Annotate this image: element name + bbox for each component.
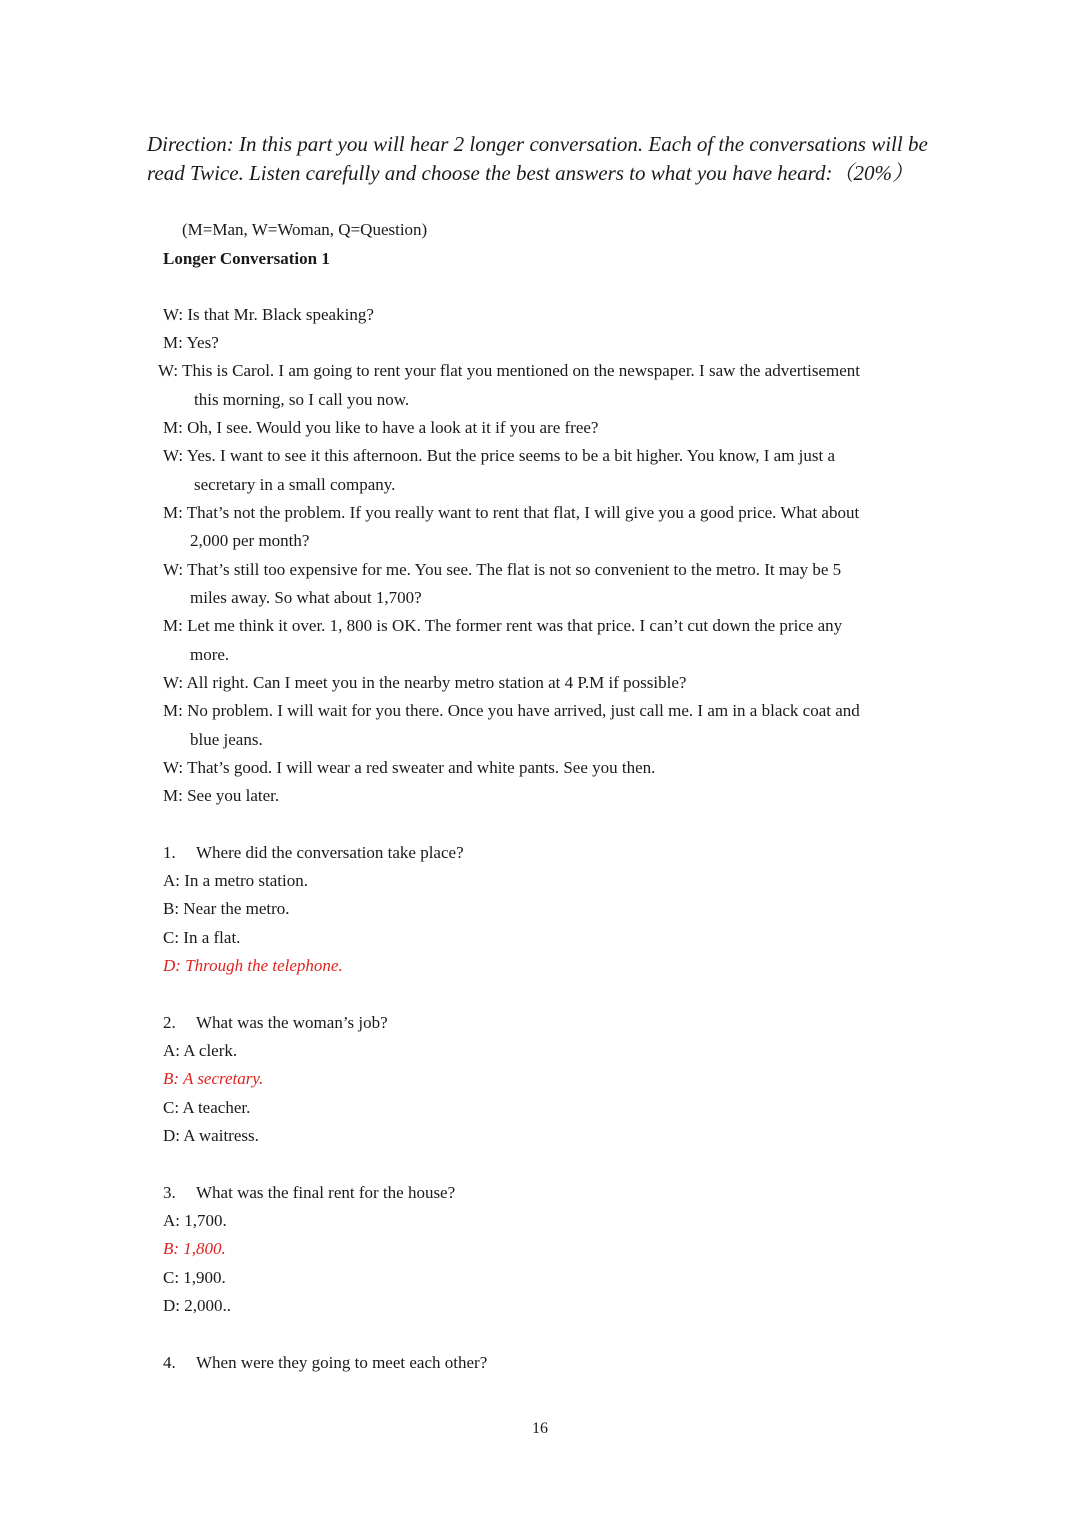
dialogue-line: M: Let me think it over. 1, 800 is OK. The former rent was that price. I can’t cut down the price any (163, 616, 843, 635)
dialogue-line: W: That’s good. I will wear a red sweater and white pants. See you then. (163, 758, 656, 777)
option: B: Near the metro. (163, 899, 290, 918)
dialogue-line-continuation: this morning, so I call you now. (194, 390, 410, 409)
question-3 (163, 1183, 455, 1203)
dialogue-line: M: No problem. I will wait for you there. Once you have arrived, just call me. I am in a black coat and (163, 701, 860, 720)
question-number: 3. (163, 1183, 176, 1202)
dialogue-line: M: Yes? (163, 333, 219, 352)
option: C: In a flat. (163, 928, 241, 947)
option: D: A waitress. (163, 1126, 259, 1145)
question-number: 1. (163, 843, 176, 862)
option: C: A teacher. (163, 1098, 251, 1117)
page-number: 16 (532, 1420, 548, 1437)
dialogue-line-continuation: more. (190, 645, 230, 664)
dialogue-line-continuation: blue jeans. (190, 730, 263, 749)
question-4 (163, 1353, 487, 1373)
question-2 (163, 1013, 388, 1033)
correct-answer-option: B: 1,800. (163, 1239, 226, 1258)
dialogue-line-continuation: secretary in a small company. (194, 475, 396, 494)
dialogue-line-continuation: miles away. So what about 1,700? (190, 588, 422, 607)
question-text: What was the final rent for the house? (196, 1183, 456, 1202)
question-text: When were they going to meet each other? (196, 1353, 488, 1372)
direction-text: Direction: In this part you will hear 2 longer conversation. Each of the conversations will be read Twice. Listen carefully and choose the best answers to what you have heard:（20%） (147, 132, 928, 185)
dialogue-line: W: Is that Mr. Black speaking? (163, 305, 374, 324)
dialogue-line: W: This is Carol. I am going to rent your flat you mentioned on the newspaper. I saw the advertisement (158, 361, 861, 380)
dialogue-line: W: That’s still too expensive for me. You see. The flat is not so convenient to the metro. It may be 5 (163, 560, 842, 579)
dialogue-line: W: Yes. I want to see it this afternoon. But the price seems to be a bit higher. You know, I am just a (163, 446, 836, 465)
option: A: A clerk. (163, 1041, 238, 1060)
dialogue-line: M: Oh, I see. Would you like to have a look at it if you are free? (163, 418, 599, 437)
correct-answer-option: B: A secretary. (163, 1069, 264, 1088)
option: A: 1,700. (163, 1211, 227, 1230)
question-number: 2. (163, 1013, 176, 1032)
option: D: 2,000.. (163, 1296, 231, 1315)
dialogue-line: M: That’s not the problem. If you really want to rent that flat, I will give you a good price. What about (163, 503, 860, 522)
question-number: 4. (163, 1353, 176, 1372)
question-text: Where did the conversation take place? (196, 843, 464, 862)
dialogue-line: M: See you later. (163, 786, 280, 805)
dialogue-line-continuation: 2,000 per month? (190, 531, 310, 550)
question-1 (163, 843, 464, 863)
option: C: 1,900. (163, 1268, 226, 1287)
speaker-legend: (M=Man, W=Woman, Q=Question) (182, 220, 428, 239)
question-text: What was the woman’s job? (196, 1013, 388, 1032)
dialogue-line: W: All right. Can I meet you in the nearby metro station at 4 P.M if possible? (163, 673, 687, 692)
correct-answer-option: D: Through the telephone. (163, 956, 343, 975)
section-title: Longer Conversation 1 (163, 249, 330, 268)
option: A: In a metro station. (163, 871, 308, 890)
